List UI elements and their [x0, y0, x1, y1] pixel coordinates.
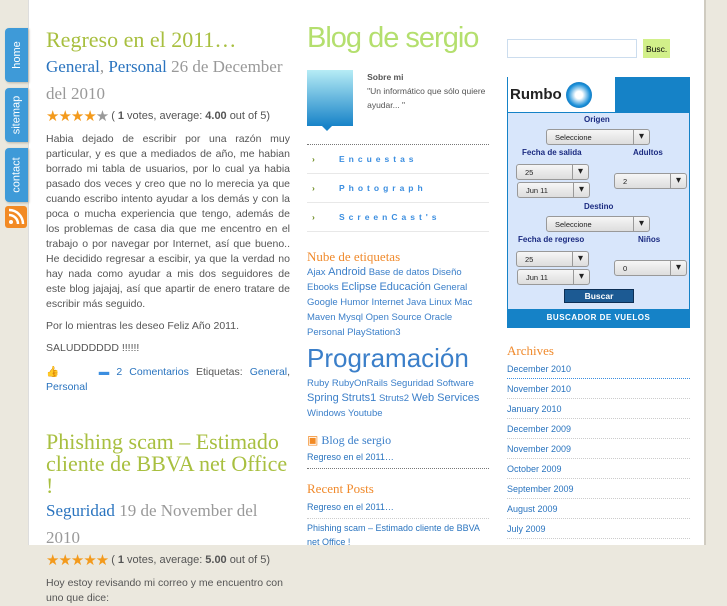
recent-post-link[interactable]: Phishing scam – Estimado cliente de BBVA net Office !: [307, 523, 480, 547]
label: Fecha de regreso: [518, 235, 585, 244]
feed-title: ▣ Blog de sergio: [307, 433, 392, 447]
tag-cloud-link[interactable]: Ajax: [307, 267, 326, 278]
recent-post-link[interactable]: Regreso en el 2011…: [307, 502, 394, 512]
paragraph: Habia dejado de escribir por una razón muy particular, y es que a mediados de año, me habian borrado mi tabla de usuarios, por lo cual ya habia pasado dos veces y creo que no lo merecia ya que cuando escribo intento ayudar a los demás y con la poca o mucha experiencia que tengo, además de los problemas de casa dia que me encentro en el trabajo o por navegar por Internet, así que bueno.. He decidido regresar a escibir, ya que la verdad no hay nada como ayudar a mis dos seguidores de este blog jajajaj, así que apartir de enero tratare de escribir más seguido.: [46, 133, 290, 310]
category-link[interactable]: General: [46, 57, 100, 76]
tag-cloud-link[interactable]: Programación: [307, 343, 469, 373]
chevron-right-icon: ›: [312, 212, 315, 222]
about-heading: Sobre mi: [367, 72, 404, 82]
category-link[interactable]: Personal: [108, 57, 167, 76]
archive-link[interactable]: November 2009: [507, 444, 572, 454]
rss-icon[interactable]: [5, 206, 27, 228]
tag-link[interactable]: Personal: [46, 381, 88, 393]
tag-cloud-title: Nube de etiquetas: [307, 249, 401, 264]
tag-cloud-link[interactable]: Android: [328, 266, 367, 278]
archive-link[interactable]: July 2009: [507, 524, 546, 534]
blog-title[interactable]: Blog de sergio: [307, 22, 479, 54]
posts-column: [46, 0, 290, 606]
rating: ★★★★★ ( 1 votes, average: 4.00 out of 5): [46, 108, 271, 125]
comments-link[interactable]: 2 Comentarios: [116, 366, 189, 378]
globe-icon: [566, 82, 592, 108]
tag-cloud-link[interactable]: PlayStation3: [347, 327, 401, 338]
archives-title: Archives: [507, 343, 554, 358]
regreso-mes-select[interactable]: Jun 11 ▾: [517, 269, 590, 285]
archive-item: [507, 479, 690, 499]
archives-list: [507, 359, 690, 539]
archive-link[interactable]: October 2009: [507, 464, 562, 474]
rss-icon: ▣: [307, 433, 319, 447]
tag-cloud-link[interactable]: Eclipse: [341, 281, 377, 293]
tag-cloud-link[interactable]: Maven: [307, 312, 336, 323]
nav-item-encuestas[interactable]: › Encuestas: [307, 145, 489, 174]
like-icon[interactable]: 👍: [46, 366, 64, 378]
avatar: [307, 70, 353, 126]
chevron-right-icon: ›: [312, 183, 315, 193]
buscar-button[interactable]: Buscar: [564, 289, 634, 303]
archive-item: [507, 519, 690, 539]
tag-cloud-link[interactable]: Internet: [371, 297, 404, 308]
tag-cloud-link[interactable]: Humor: [340, 297, 369, 308]
archive-item: [507, 399, 690, 419]
tag-cloud-link[interactable]: Ebooks: [307, 282, 339, 293]
nav-item-screencasts[interactable]: › ScreenCast's: [307, 203, 489, 232]
votes-count: 1: [117, 554, 125, 566]
tag-cloud-link[interactable]: Diseño: [432, 267, 462, 278]
post-body: [46, 132, 290, 395]
search-form: [507, 39, 690, 58]
nav-list: [307, 144, 489, 232]
tag-cloud-link[interactable]: Ruby: [307, 378, 330, 389]
average: 4.00: [205, 110, 227, 122]
ninos-select[interactable]: 0 ▾: [614, 260, 687, 276]
tag-cloud-link[interactable]: General: [433, 282, 468, 293]
tab-contact[interactable]: [5, 148, 28, 202]
middle-column: [307, 0, 489, 551]
adultos-select[interactable]: 2 ▾: [614, 173, 687, 189]
archive-link[interactable]: August 2009: [507, 504, 558, 514]
tag-cloud-link[interactable]: Windows: [307, 408, 346, 419]
archive-item: [507, 499, 690, 519]
tag-cloud-link[interactable]: Youtube: [348, 408, 383, 419]
tag-cloud-link[interactable]: Mac: [454, 297, 473, 308]
tab-label: contact: [10, 157, 23, 193]
tag-cloud-link[interactable]: Software: [436, 378, 474, 389]
chevron-right-icon: ›: [312, 154, 315, 164]
tag-cloud-link[interactable]: Web Services: [411, 392, 480, 404]
tag-cloud-link[interactable]: Struts2: [378, 393, 410, 404]
tab-home[interactable]: [5, 28, 28, 82]
tab-sitemap[interactable]: [5, 88, 28, 142]
archive-link[interactable]: September 2009: [507, 484, 574, 494]
tag-link[interactable]: General: [249, 366, 288, 378]
rating: ★★★★★ ( 1 votes, average: 5.00 out of 5): [46, 552, 271, 569]
comment-icon: ▬: [98, 366, 110, 378]
tag-cloud-link[interactable]: Linux: [429, 297, 452, 308]
feed-item[interactable]: Regreso en el 2011…: [307, 452, 394, 462]
about-text: "Un informático que sólo quiere ayudar... ": [367, 86, 486, 110]
post: [46, 29, 290, 395]
tag-cloud-link[interactable]: Educación: [379, 281, 431, 293]
tag-cloud-link[interactable]: Open Source: [365, 312, 422, 323]
salida-mes-select[interactable]: Jun 11 ▾: [517, 182, 590, 198]
tag-cloud-link[interactable]: Java: [406, 297, 427, 308]
post-date: 26 de December del 2010: [46, 57, 283, 103]
post-title[interactable]: Regreso en el 2011…: [46, 27, 237, 52]
category-link[interactable]: Seguridad: [46, 501, 115, 520]
paragraph: Hoy estoy revisando mi correo y me encuentro con uno que dice:: [46, 577, 283, 604]
tag-cloud-link[interactable]: Spring: [307, 392, 339, 404]
star-rating-icon[interactable]: ★★★★★: [46, 552, 109, 569]
archive-link[interactable]: December 2010: [507, 364, 572, 374]
post: [46, 431, 290, 606]
tab-label: home: [10, 41, 23, 69]
votes-count: 1: [117, 110, 125, 122]
label: Niños: [638, 235, 661, 244]
archive-item: [507, 379, 690, 399]
tag-cloud-link[interactable]: Mysql: [338, 312, 363, 323]
tag-cloud-link[interactable]: Personal: [307, 327, 345, 338]
archive-link[interactable]: November 2010: [507, 384, 572, 394]
star-rating-icon[interactable]: ★★★★★: [46, 108, 109, 125]
tag-cloud-link[interactable]: Struts1: [341, 392, 377, 404]
post-footer: 👍 ▬ 2 Comentarios Etiquetas: General, Personal: [46, 366, 291, 393]
search-button[interactable]: Busc.: [643, 39, 670, 58]
widget-footer: BUSCADOR DE VUELOS: [546, 313, 651, 322]
post-date: 19 de November del 2010: [46, 501, 258, 547]
label: Adultos: [633, 148, 663, 157]
regreso-dia-select[interactable]: 25 ▾: [516, 251, 589, 267]
label: Origen: [584, 115, 610, 124]
archive-link[interactable]: January 2010: [507, 404, 562, 414]
tag-cloud-link[interactable]: Base de datos: [368, 267, 430, 278]
paragraph: SALUDDDDDD !!!!!!: [46, 342, 140, 354]
search-input[interactable]: [507, 39, 637, 58]
tag-cloud-link[interactable]: RubyOnRails: [331, 378, 388, 389]
tag-cloud-link[interactable]: Google: [307, 297, 338, 308]
label: Fecha de salida: [522, 148, 582, 157]
flight-search-widget: [507, 77, 690, 328]
post-meta: [46, 497, 290, 551]
tag-cloud: [307, 265, 489, 421]
archive-item: [507, 459, 690, 479]
archive-item: [507, 419, 690, 439]
post-title[interactable]: Phishing scam – Estimado cliente de BBVA net Office !: [46, 429, 288, 498]
salida-dia-select[interactable]: 25 ▾: [516, 164, 589, 180]
about-me: [307, 70, 489, 126]
nav-item-photograph[interactable]: › Photograph: [307, 174, 489, 203]
average: 5.00: [205, 554, 227, 566]
tab-label: sitemap: [10, 95, 23, 135]
origen-select[interactable]: Seleccione ▾: [546, 129, 650, 145]
paragraph: Por lo mientras les deseo Feliz Año 2011.: [46, 320, 239, 332]
tag-cloud-link[interactable]: Seguridad: [390, 378, 434, 389]
archive-item: [507, 359, 690, 379]
rumbo-logo[interactable]: Rumbo: [508, 77, 615, 112]
recent-posts-title: Recent Posts: [307, 481, 374, 496]
archive-item: [507, 439, 690, 459]
destino-select[interactable]: Seleccione ▾: [546, 216, 650, 232]
label: Destino: [584, 202, 614, 211]
tag-cloud-link[interactable]: Oracle: [424, 312, 453, 323]
right-column: [507, 0, 690, 539]
post-body: [46, 576, 290, 606]
post-meta: General, Personal 26 de December del 2010: [46, 57, 283, 103]
archive-link[interactable]: December 2009: [507, 424, 572, 434]
